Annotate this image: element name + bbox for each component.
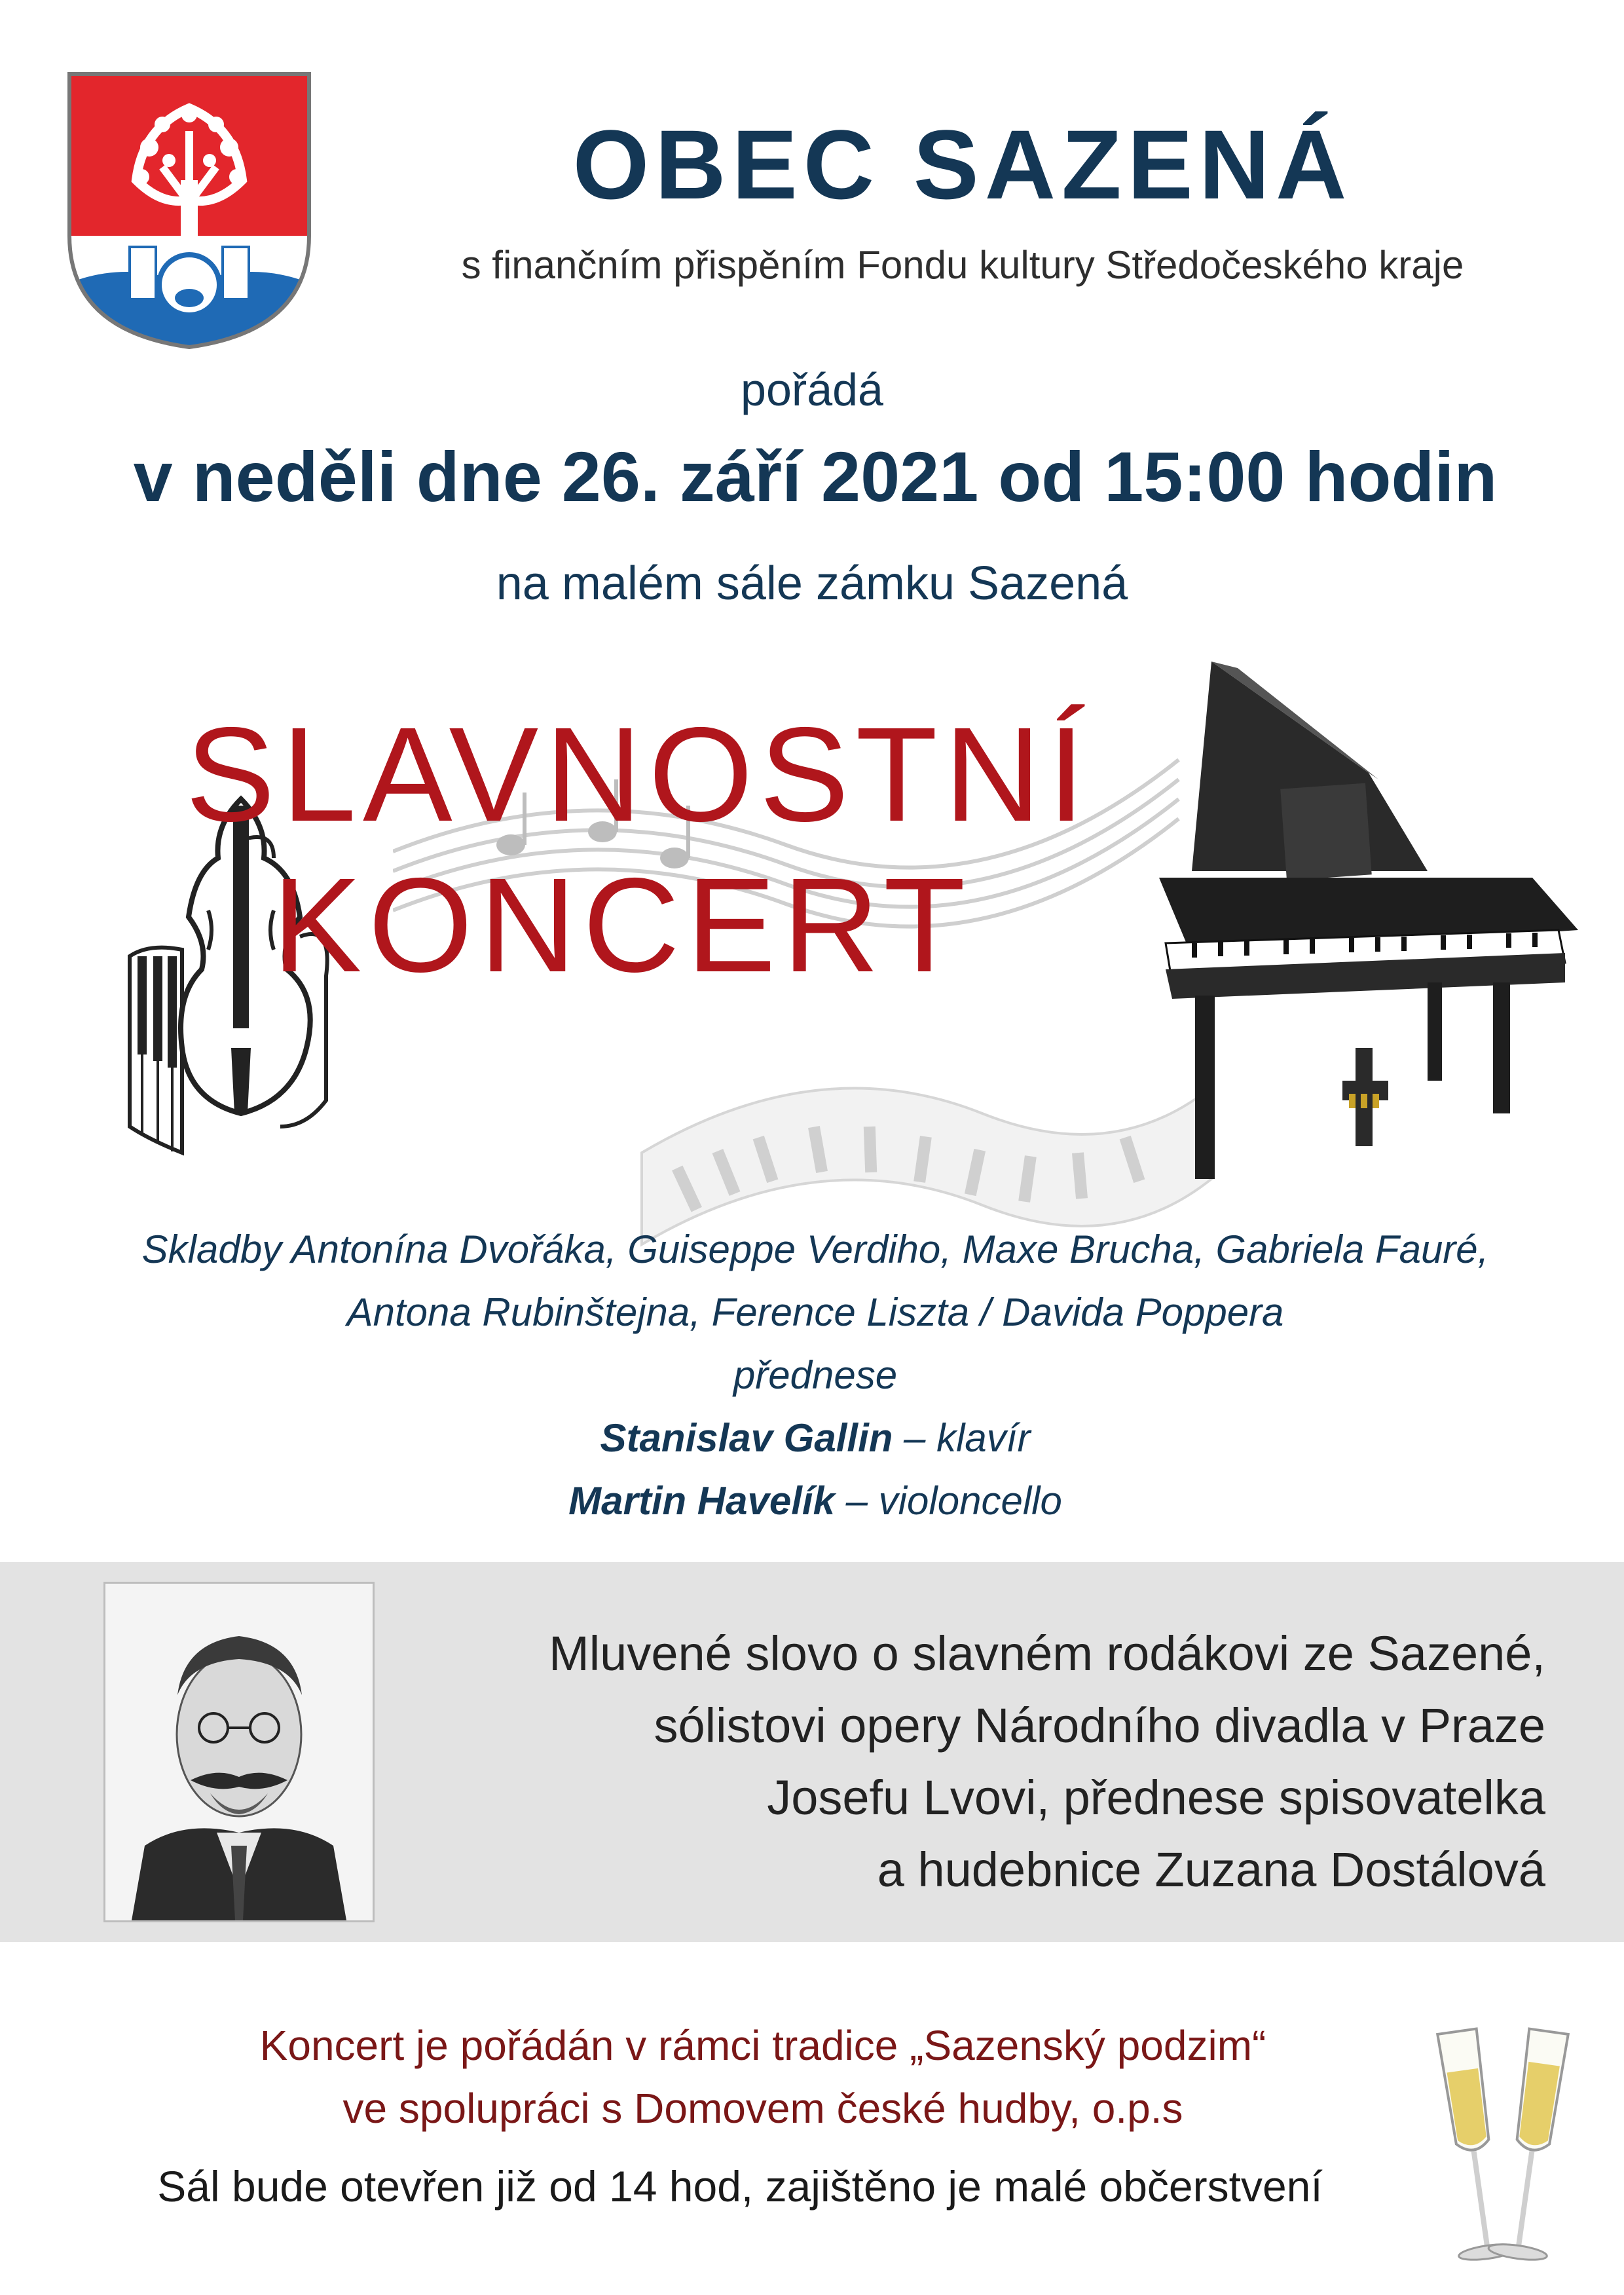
performer-1-name: Stanislav Gallin <box>600 1416 893 1460</box>
opening-note: Sál bude otevřen již od 14 hod, zajištěno je malé občerstvení <box>157 2162 1323 2211</box>
organizer-title: OBEC SAZENÁ <box>572 109 1353 219</box>
spoken-line1: Mluvené slovo o slavném rodákovi ze Sazené, <box>549 1626 1545 1681</box>
performer-1 <box>52 1407 1578 1470</box>
spoken-line4: a hudebnice Zuzana Dostálová <box>877 1842 1545 1897</box>
concert-title <box>105 700 1192 1000</box>
event-venue: na malém sále zámku Sazená <box>496 557 1128 610</box>
grand-piano <box>1153 655 1585 1192</box>
composers-line1: Skladby Antonína Dvořáka, Guiseppe Verdiho, Maxe Brucha, Gabriela Fauré, <box>141 1227 1489 1271</box>
spoken-word-text <box>406 1618 1545 1906</box>
tradition-note <box>98 2014 1428 2140</box>
program-block <box>52 1218 1578 1533</box>
tradition-line2: ve spolupráci s Domovem české hudby, o.p.s <box>342 2085 1183 2132</box>
spoken-line3: Josefu Lvovi, přednese spisovatelka <box>767 1770 1545 1825</box>
sponsor-line: s finančním přispěním Fondu kultury Středočeského kraje <box>461 243 1464 287</box>
performer-2 <box>52 1470 1578 1533</box>
concert-title-line1: SLAVNOSTNÍ <box>185 700 1092 849</box>
organizes-label: pořádá <box>741 364 883 415</box>
composers-line2: Antona Rubinštejna, Ference Liszta / Davida Poppera <box>346 1290 1284 1334</box>
performer-2-instrument: – violoncello <box>834 1479 1062 1523</box>
champagne-glasses-icon <box>1428 2017 1578 2292</box>
tradition-line1: Koncert je pořádán v rámci tradice „Sazenský podzim“ <box>259 2022 1266 2069</box>
performer-2-name: Martin Havelík <box>568 1479 835 1523</box>
portrait-josef-lev <box>105 1584 373 1920</box>
coat-of-arms <box>64 69 314 350</box>
concert-title-line2: KONCERT <box>272 850 972 1000</box>
spoken-line2: sólistovi opery Národního divadla v Praze <box>654 1698 1545 1753</box>
portrait-frame <box>103 1582 375 1922</box>
performed-by-label: přednese <box>733 1353 898 1397</box>
performer-1-instrument: – klavír <box>893 1416 1031 1460</box>
event-date: v neděli dne 26. září 2021 od 15:00 hodin <box>133 437 1498 516</box>
